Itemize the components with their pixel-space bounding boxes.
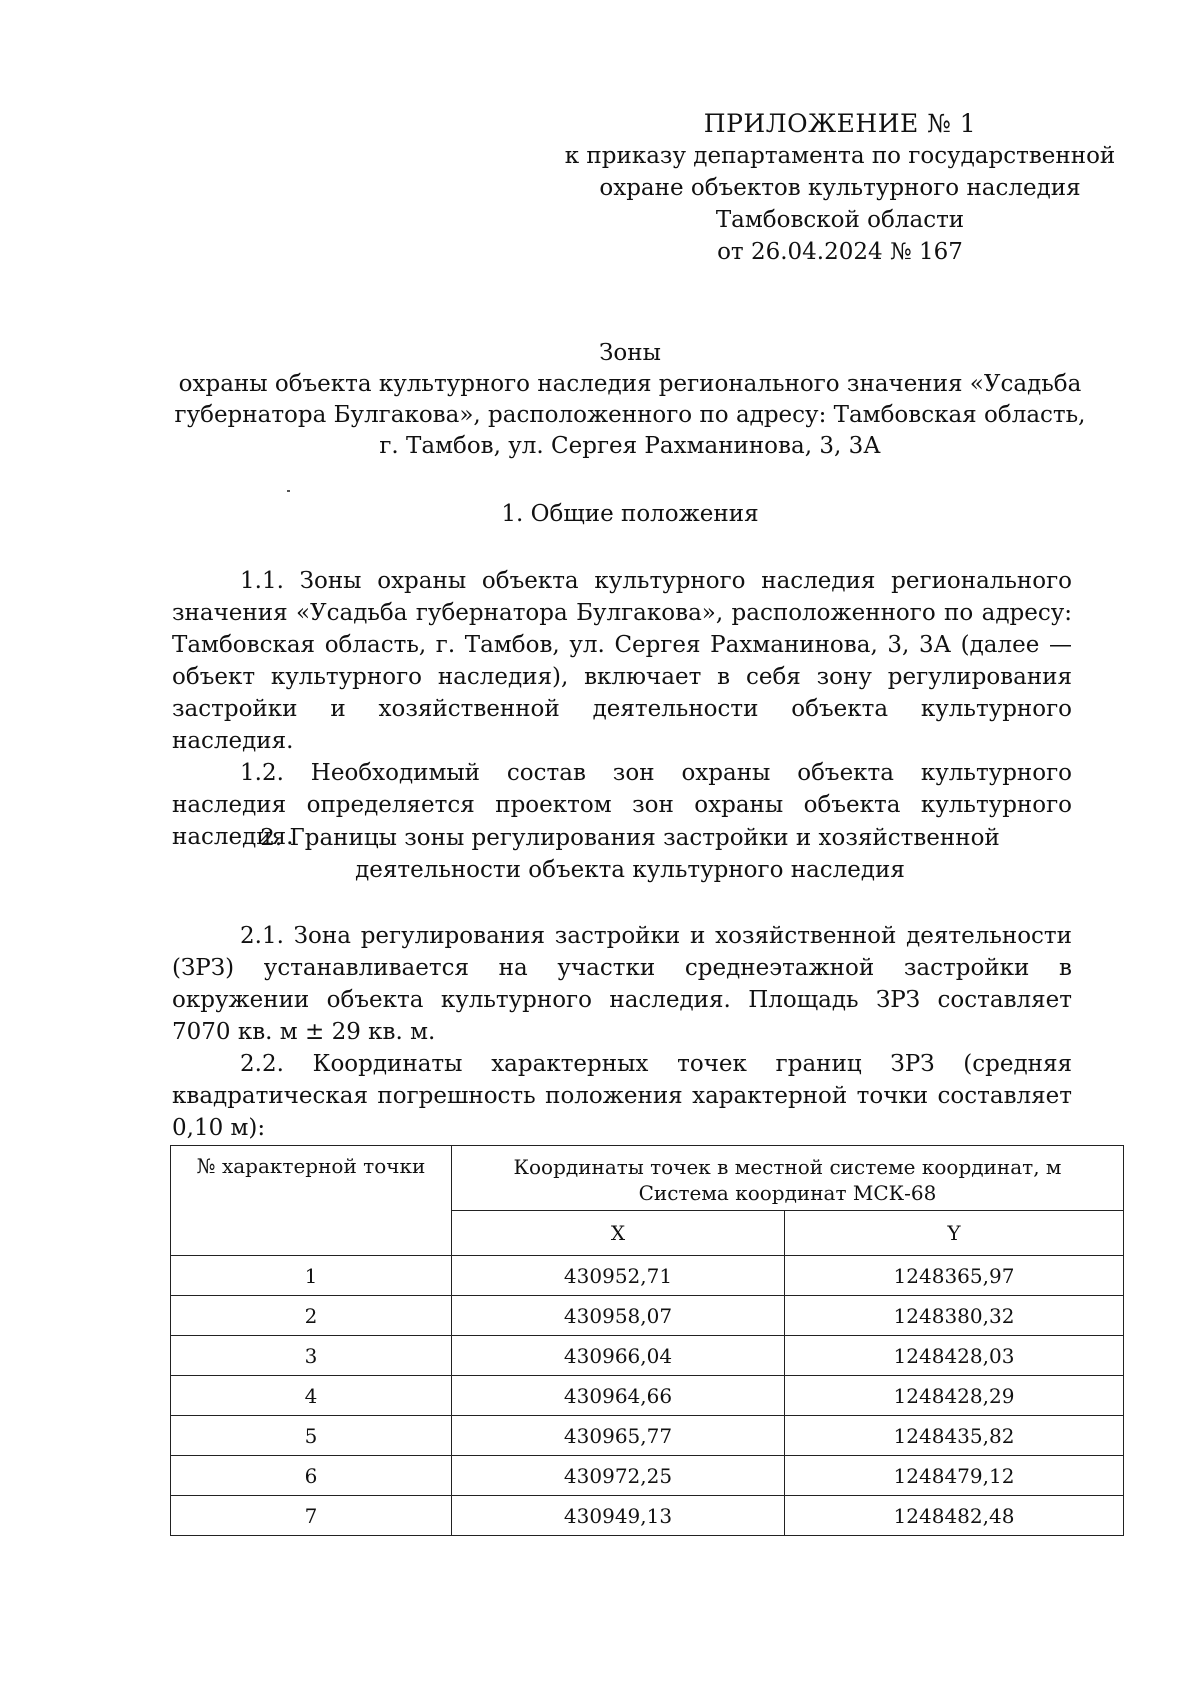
paragraph-2-2: 2.2. Координаты характерных точек границ ЗРЗ (средняя квадратическая погрешность положения характерной точки составляет 0,10 м): (172, 1051, 1072, 1141)
col-header-coordinates (452, 1146, 1124, 1211)
col-header-point-number: № характерной точки (171, 1146, 452, 1256)
appendix-line: охране объектов культурного наследия (599, 175, 1081, 201)
cell-x: 430952,71 (452, 1256, 785, 1296)
appendix-header (560, 108, 1120, 268)
title-line: охраны объекта культурного наследия регионального значения «Усадьба (178, 371, 1082, 397)
cell-x: 430958,07 (452, 1296, 785, 1336)
cell-y: 1248479,12 (785, 1456, 1124, 1496)
section-2-heading (170, 822, 1090, 886)
appendix-title: ПРИЛОЖЕНИЕ № 1 (703, 109, 977, 138)
paragraph-2-1: 2.1. Зона регулирования застройки и хозяйственной деятельности (ЗРЗ) устанавливается на участки среднеэтажной застройки в окружении объекта культурного наследия. Площадь ЗРЗ составляет 7070 кв. м ± 29 кв. м. (172, 923, 1072, 1045)
scan-speck (287, 490, 290, 492)
appendix-line: Тамбовской области (715, 207, 965, 233)
section-1-heading: 1. Общие положения (501, 501, 759, 527)
coordinates-table (170, 1145, 1124, 1536)
section-2-heading-line: деятельности объекта культурного наследия (355, 857, 905, 883)
cell-y: 1248428,29 (785, 1376, 1124, 1416)
cell-x: 430965,77 (452, 1416, 785, 1456)
cell-y: 1248428,03 (785, 1336, 1124, 1376)
cell-point: 6 (171, 1456, 452, 1496)
title-line: Зоны (599, 340, 661, 366)
section-1-body (172, 565, 1072, 853)
section-2-body (172, 920, 1072, 1144)
table-row (171, 1496, 1124, 1536)
col-header-y: Y (785, 1211, 1124, 1256)
cell-y: 1248380,32 (785, 1296, 1124, 1336)
cell-point: 3 (171, 1336, 452, 1376)
cell-point: 2 (171, 1296, 452, 1336)
col-header-coordinates-line: Координаты точек в местной системе координат, м (513, 1155, 1062, 1179)
table-row (171, 1376, 1124, 1416)
cell-point: 4 (171, 1376, 452, 1416)
cell-y: 1248482,48 (785, 1496, 1124, 1536)
cell-x: 430949,13 (452, 1496, 785, 1536)
cell-y: 1248365,97 (785, 1256, 1124, 1296)
paragraph-1-1: 1.1. Зоны охраны объекта культурного наследия регионального значения «Усадьба губернатора Булгакова», расположенного по адресу: Тамбовская область, г. Тамбов, ул. Сергея Рахманинова, 3, 3А (далее — объект культурного наследия), включает в себя зону регулирования застройки и хозяйственной деятельности объекта культурного наследия. (172, 568, 1072, 754)
cell-x: 430964,66 (452, 1376, 785, 1416)
table-row (171, 1256, 1124, 1296)
cell-point: 5 (171, 1416, 452, 1456)
col-header-x: X (452, 1211, 785, 1256)
cell-point: 7 (171, 1496, 452, 1536)
paragraph-1-2: 1.2. Необходимый состав зон охраны объекта культурного наследия определяется проектом зон охраны объекта культурного наследия. (172, 760, 1072, 850)
table-row (171, 1336, 1124, 1376)
cell-y: 1248435,82 (785, 1416, 1124, 1456)
title-line: губернатора Булгакова», расположенного по адресу: Тамбовская область, (174, 402, 1086, 428)
table-row (171, 1416, 1124, 1456)
section-2-heading-line: 2. Границы зоны регулирования застройки и хозяйственной (260, 825, 1000, 851)
document-title (170, 338, 1090, 462)
table-row (171, 1456, 1124, 1496)
col-header-coordinates-line: Система координат МСК-68 (638, 1181, 937, 1205)
appendix-line: к приказу департамента по государственной (564, 143, 1116, 169)
table-row (171, 1296, 1124, 1336)
cell-x: 430966,04 (452, 1336, 785, 1376)
cell-x: 430972,25 (452, 1456, 785, 1496)
appendix-line: от 26.04.2024 № 167 (717, 239, 963, 265)
cell-point: 1 (171, 1256, 452, 1296)
title-line: г. Тамбов, ул. Сергея Рахманинова, 3, 3А (379, 433, 881, 459)
